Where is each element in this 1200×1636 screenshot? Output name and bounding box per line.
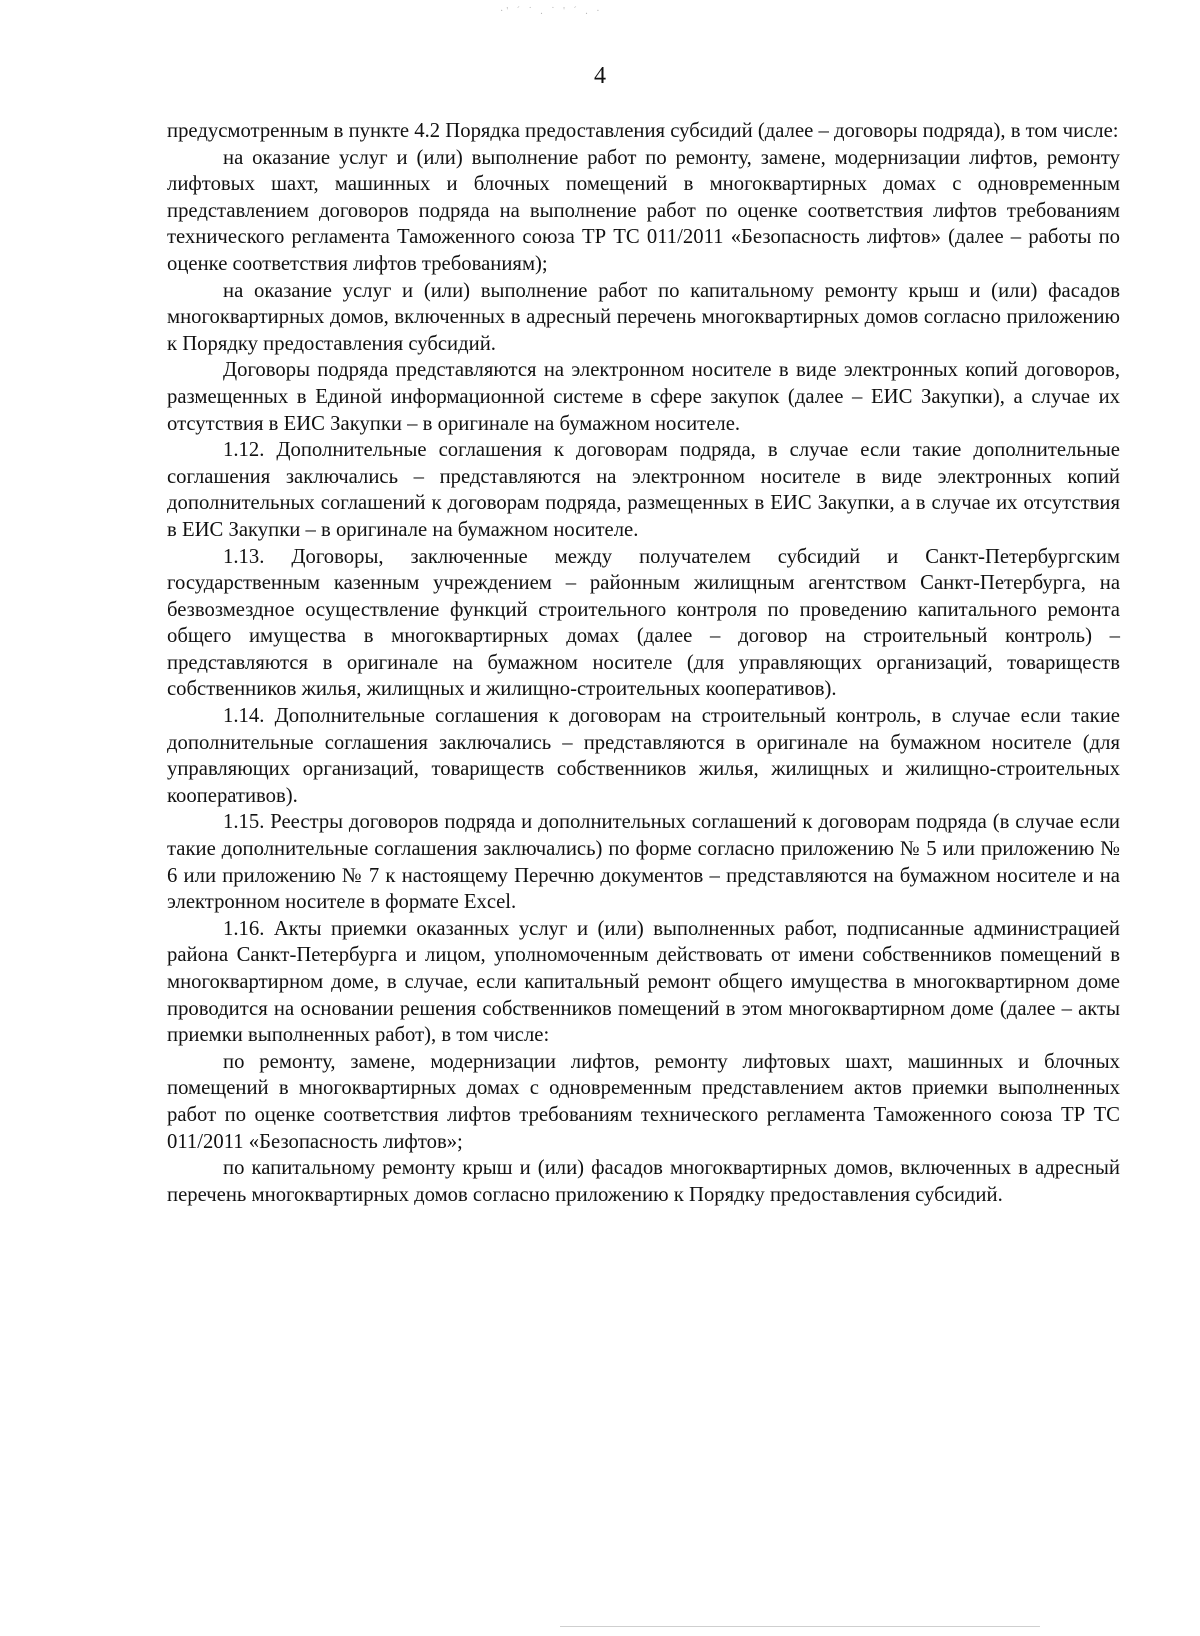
paragraph: на оказание услуг и (или) выполнение работ по капитальному ремонту крыш и (или) фасадов многоквартирных домов, включенных в адресный перечень многоквартирных домов согласно приложению к Порядку предоставления субсидий. xyxy=(167,279,1120,355)
paragraph-item-1-15: 1.15. Реестры договоров подряда и дополнительных соглашений к договорам подряда (в случае если такие дополнительные соглашения заключались) по форме согласно приложению № 5 или приложению № 6 или приложению № 7 к настоящему Перечню документов – представляются на бумажном носителе и на электронном носителе в формате Excel. xyxy=(167,811,1120,914)
paragraph: на оказание услуг и (или) выполнение работ по ремонту, замене, модернизации лифтов, ремонту лифтовых шахт, машинных и блочных помещений в многоквартирных домах с одновременным представлением договоров подряда на выполнение работ по оценке соответствия лифтов требованиям технического регламента Таможенного союза ТР ТС 011/2011 «Безопасность лифтов» (далее – работы по оценке соответствия лифтов требованиям); xyxy=(167,146,1120,275)
paragraph-item-1-13: 1.13. Договоры, заключенные между получателем субсидий и Санкт-Петербургским государственным казенным учреждением – районным жилищным агентством Санкт-Петербурга, на безвозмездное осуществление функций строительного контроля по проведению капитального ремонта общего имущества в многоквартирных домах (далее – договор на строительный контроль) – представляются в оригинале на бумажном носителе (для управляющих организаций, товариществ собственников жилья, жилищных и жилищно-строительных кооперативов). xyxy=(167,545,1120,701)
scan-artifact: ·' ´ ˙ . ˙ ' ´ . · xyxy=(500,6,603,17)
paragraph: по ремонту, замене, модернизации лифтов, ремонту лифтовых шахт, машинных и блочных помещений в многоквартирных домах с одновременным представлением актов приемки выполненных работ по оценке соответствия лифтов требованиям технического регламента Таможенного союза ТР ТС 011/2011 «Безопасность лифтов»; xyxy=(167,1050,1120,1153)
scan-edge-line xyxy=(560,1626,1040,1627)
paragraph-item-1-12: 1.12. Дополнительные соглашения к договорам подряда, в случае если такие дополнительные соглашения заключались – представляются на электронном носителе в виде электронных копий дополнительных соглашений к договорам подряда, размещенных в ЕИС Закупки, а в случае их отсутствия в ЕИС Закупки – в оригинале на бумажном носителе. xyxy=(167,439,1120,541)
paragraph: предусмотренным в пункте 4.2 Порядка предоставления субсидий (далее – договоры подряда), в том числе: xyxy=(167,120,1119,142)
page-number: 4 xyxy=(594,63,606,89)
paragraph-item-1-16: 1.16. Акты приемки оказанных услуг и (или) выполненных работ, подписанные администрацией района Санкт-Петербурга и лицом, уполномоченным действовать от имени собственников помещений в многоквартирном доме, в случае, если капитальный ремонт общего имущества в многоквартирном доме проводится на основании решения собственников помещений в этом многоквартирном доме (далее – акты приемки выполненных работ), в том числе: xyxy=(167,917,1120,1047)
paragraph: по капитальному ремонту крыш и (или) фасадов многоквартирных домов, включенных в адресный перечень многоквартирных домов согласно приложению к Порядку предоставления субсидий. xyxy=(167,1157,1120,1206)
document-body xyxy=(167,118,1120,1208)
paragraph: Договоры подряда представляются на электронном носителе в виде электронных копий договоров, размещенных в Единой информационной системе в сфере закупок (далее – ЕИС Закупки), а случае их отсутствия в ЕИС Закупки – в оригинале на бумажном носителе. xyxy=(167,359,1120,435)
paragraph-item-1-14: 1.14. Дополнительные соглашения к договорам на строительный контроль, в случае если такие дополнительные соглашения заключались – представляются в оригинале на бумажном носителе (для управляющих организаций, товариществ собственников жилья, жилищных и жилищно-строительных кооперативов). xyxy=(167,705,1120,807)
